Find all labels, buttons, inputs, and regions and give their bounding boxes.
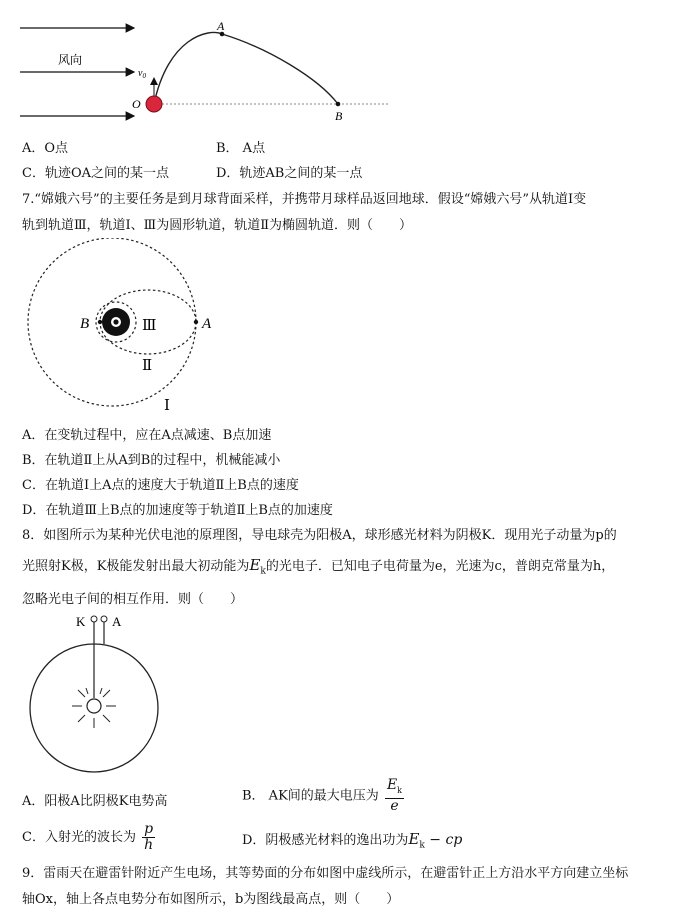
orbit-3-label: Ⅲ xyxy=(142,318,157,334)
q9-text-line1: 9．雷雨天在避雷针附近产生电场，其等势面的分布如图中虚线所示，在避雷针正上方沿水平方向建立坐标 xyxy=(22,866,629,881)
q6-option-c: C．轨迹OA之间的某一点 xyxy=(22,166,169,181)
photocell-figure xyxy=(24,610,174,780)
q6-option-d: D．轨迹AB之间的某一点 xyxy=(216,166,363,181)
q7-option-c: C．在轨道Ⅰ上A点的速度大于轨道Ⅱ上B点的速度 xyxy=(22,478,299,493)
point-O-label: O xyxy=(132,97,141,111)
q7-option-b: B．在轨道Ⅱ上从A到B的过程中，机械能减小 xyxy=(22,453,281,468)
q8-option-b-fraction: $\frac{E_k}{e}$ xyxy=(386,777,403,814)
point-B-dot xyxy=(98,320,102,324)
q8-option-a: A．阳极A比阴极K电势高 xyxy=(22,794,168,809)
point-A-label: A xyxy=(217,19,225,33)
orbit-figure xyxy=(24,238,244,418)
point-B-dot xyxy=(336,102,341,107)
v0-label: $v_0$ xyxy=(138,68,146,80)
q8-text-line1: 8．如图所示为某种光伏电池的原理图，导电球壳为阳极A，球形感光材料为阴极K．现用光子动量为p的 xyxy=(22,528,617,543)
orbit-point-B-label: B xyxy=(80,316,90,332)
q8-text-line2: 光照射K极，K极能发射出最大初动能为$E_k$的光电子．已知电子电荷量为e，光速为c，普朗克常量为h， xyxy=(22,556,615,577)
q8-option-c-fraction: $\frac{p}{h}$ xyxy=(144,821,154,853)
q8-option-d: D．阴极感光材料的逸出功为$E_k$ − cp xyxy=(242,830,463,851)
terminal-A xyxy=(101,616,107,622)
trajectory-curve xyxy=(154,33,338,104)
terminal-K xyxy=(91,616,97,622)
q7-text-line1: 7.“嫦娥六号”的主要任务是到月球背面采样，并携带月球样品返回地球．假设“嫦娥六号”从轨道Ⅰ变 xyxy=(22,192,587,207)
orbit-point-A-label: A xyxy=(202,316,212,332)
q7-option-a: A．在变轨过程中，应在A点减速、B点加速 xyxy=(22,428,272,443)
ball-icon xyxy=(146,96,162,112)
moon-center-dot xyxy=(113,319,118,324)
orbit-1-label: Ⅰ xyxy=(164,398,170,414)
point-B-label: B xyxy=(335,109,343,123)
cathode-sphere-icon xyxy=(87,699,101,713)
q7-option-d: D．在轨道Ⅲ上B点的加速度等于轨道Ⅱ上B点的加速度 xyxy=(22,503,333,518)
wind-direction-label: 风向 xyxy=(58,53,83,67)
q6-option-b: B． A点 xyxy=(216,141,266,156)
wind-trajectory-figure xyxy=(18,18,398,128)
q8-option-b: B． AK间的最大电压为 $\frac{E_k}{e}$ xyxy=(242,777,403,814)
point-A-dot xyxy=(194,320,198,324)
q9-text-line2: 轴Ox，轴上各点电势分布如图所示，b为图线最高点，则（ ） xyxy=(22,892,400,907)
q6-option-a: A．O点 xyxy=(22,141,69,156)
q7-text-line2: 轨到轨道Ⅲ，轨道Ⅰ、Ⅲ为圆形轨道，轨道Ⅱ为椭圆轨道．则（ ） xyxy=(22,218,413,233)
terminal-A-label: A xyxy=(112,614,122,629)
q8-option-c: C．入射光的波长为 $\frac{p}{h}$ xyxy=(22,821,154,853)
orbit-2-label: Ⅱ xyxy=(142,358,153,374)
terminal-K-label: K xyxy=(76,614,86,629)
q8-text-line3: 忽略光电子间的相互作用．则（ ） xyxy=(22,592,244,607)
